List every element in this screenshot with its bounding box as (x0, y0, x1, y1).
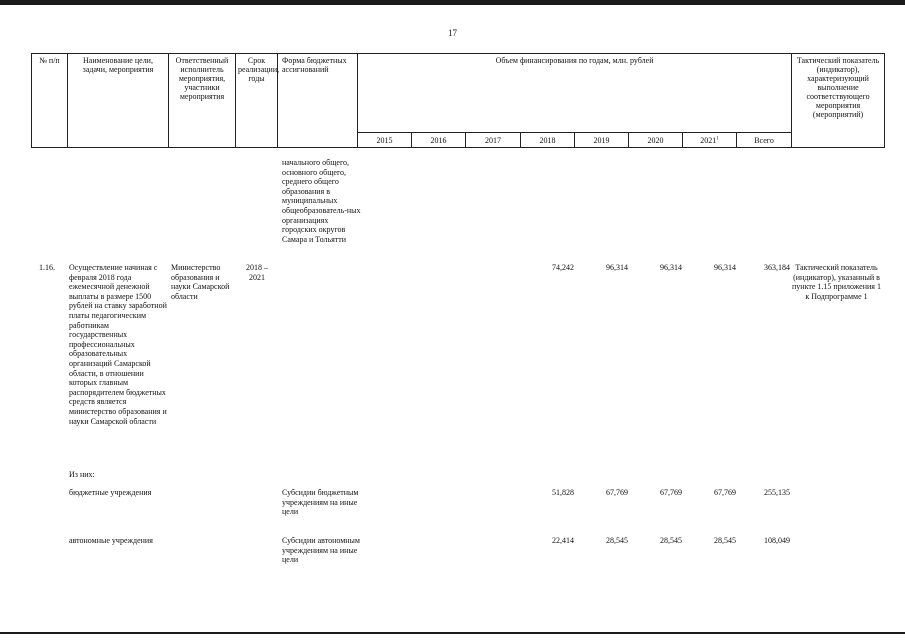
row-116-total: 363,184 (764, 263, 790, 272)
year-2017: 2017 (466, 133, 521, 148)
header-indicator: Тактический показатель (индикатор), характеризующий выполнение соответствующего мероприятия (мероприятий) (792, 54, 885, 148)
row-116-2021: 96,314 (714, 263, 736, 272)
year-2018: 2018 (521, 133, 575, 148)
autonomous-row-2019: 28,545 (606, 536, 628, 545)
header-table (31, 53, 885, 148)
row-116-2018: 74,242 (552, 263, 574, 272)
of-which-label: Из них: (69, 470, 95, 479)
budget-row-2019: 67,769 (606, 488, 628, 497)
year-2016: 2016 (412, 133, 466, 148)
autonomous-row-form: Субсидии автономным учреждениям на иные цели (282, 536, 360, 565)
autonomous-row-2021: 28,545 (714, 536, 736, 545)
row-116-2020: 96,314 (660, 263, 682, 272)
row-116-indicator: Тактический показатель (индикатор), указанный в пункте 1.15 приложения 1 к Подпрограмме 1 (792, 263, 881, 301)
row-116-name: Осуществление начиная с февраля 2018 года ежемесячной денежной выплаты в размере 1500 рублей на ставку заработной платы педагогическим работникам государственных профессиональных образовательных организаций Самарской области, в отношении которых главным распорядителем бюджетных средств является министерство образования и науки Самарской области (69, 263, 167, 426)
continuation-form-text: начального общего, основного общего, среднего общего образования в муниципальных общеобразователь-ных организациях городских округов Самара и Тольятти (282, 158, 361, 244)
header-executor: Ответственный исполнитель мероприятия, участники мероприятия (169, 54, 236, 148)
header-funding: Объем финансирования по годам, млн. рублей (358, 54, 792, 133)
year-total: Всего (737, 133, 792, 148)
budget-row-total: 255,135 (764, 488, 790, 497)
autonomous-row-2020: 28,545 (660, 536, 682, 545)
row-116-num: 1.16. (39, 263, 55, 272)
header-name: Наименование цели, задачи, мероприятия (68, 54, 169, 148)
header-term: Срок реализации, годы (236, 54, 278, 148)
budget-row-2020: 67,769 (660, 488, 682, 497)
year-2019: 2019 (575, 133, 629, 148)
page-number: 17 (448, 28, 457, 38)
autonomous-row-total: 108,049 (764, 536, 790, 545)
top-border (0, 0, 905, 5)
autonomous-row-2018: 22,414 (552, 536, 574, 545)
row-116-executor: Министерство образования и науки Самарской области (171, 263, 230, 301)
year-2015: 2015 (358, 133, 412, 148)
year-2020: 2020 (629, 133, 683, 148)
header-num: № п/п (32, 54, 68, 148)
budget-row-2018: 51,828 (552, 488, 574, 497)
row-116-term: 2018 – 2021 (246, 263, 268, 282)
autonomous-row-name: автономные учреждения (69, 536, 153, 545)
budget-row-form: Субсидии бюджетным учреждениям на иные цели (282, 488, 359, 517)
header-form: Форма бюджетных ассигнований (278, 54, 358, 148)
bottom-border (0, 632, 905, 634)
year-2021: 2021$^1$ (683, 133, 737, 148)
budget-row-2021: 67,769 (714, 488, 736, 497)
row-116-2019: 96,314 (606, 263, 628, 272)
budget-row-name: бюджетные учреждения (69, 488, 152, 497)
